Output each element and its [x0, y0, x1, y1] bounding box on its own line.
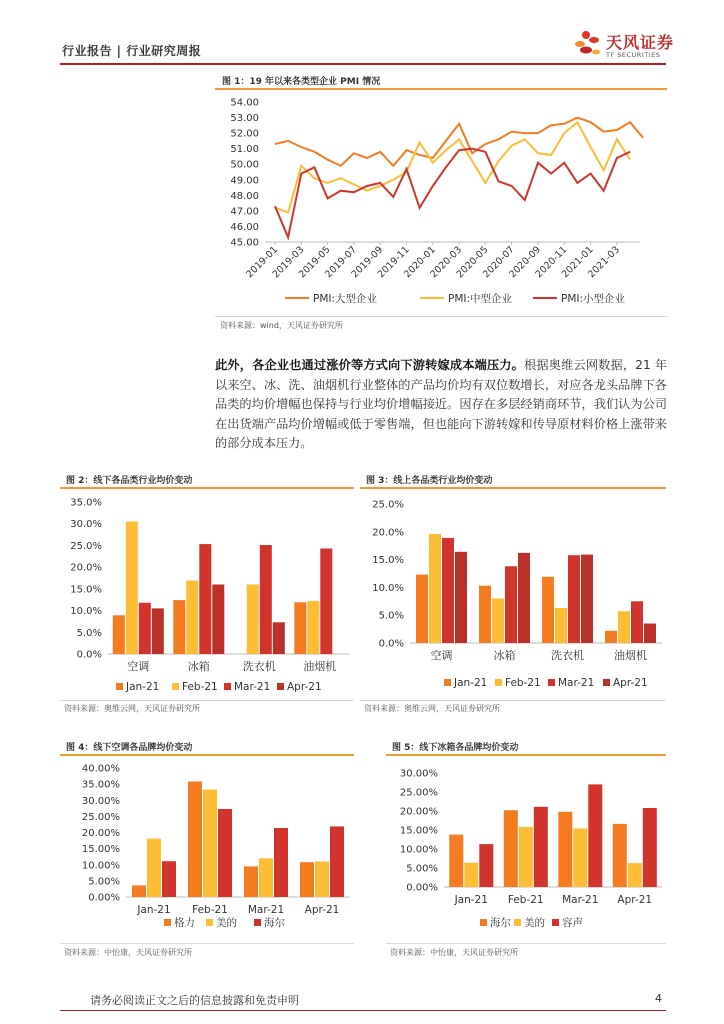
fig1-ytick-label: 51.00: [230, 144, 259, 156]
fig4-ytick-label: 35.00%: [81, 779, 120, 791]
fig2-bottom-rule: [60, 700, 354, 701]
fig2-ytick-label: 35.0%: [70, 497, 102, 509]
fig2-ytick-label: 20.0%: [70, 562, 102, 574]
fig4-bar: [259, 858, 273, 897]
fig5-title: 图 5：线下冰箱各品牌均价变动: [392, 743, 519, 753]
fig1-xtick-label: 2020-03: [428, 244, 465, 281]
fig2-bar: [113, 615, 125, 654]
fig4-ytick-label: 5.00%: [88, 876, 120, 888]
fig4-ytick-label: 25.00%: [81, 811, 120, 823]
fig2-category-label: 油烟机: [303, 660, 337, 673]
fig3-ytick-label: 15.0%: [372, 555, 404, 567]
fig5-ytick-label: 10.00%: [399, 844, 438, 856]
fig5-bar: [573, 829, 587, 888]
fig3-legend-swatch: [548, 679, 555, 686]
fig1-xtick-label: 2019-09: [349, 244, 386, 281]
fig2-ytick-label: 0.0%: [76, 649, 102, 661]
fig4-chart: [60, 757, 354, 942]
fig5-legend-label: 海尔: [490, 917, 511, 929]
fig2-bar: [212, 585, 224, 655]
fig2-bar: [186, 581, 198, 654]
fig1-ytick-label: 48.00: [230, 190, 259, 202]
fig4-bar: [188, 782, 202, 898]
fig4-ytick-label: 10.00%: [81, 860, 120, 872]
fig2-legend-label: Jan-21: [126, 681, 160, 693]
fig4-legend-swatch: [254, 919, 261, 926]
fig2-bar: [173, 600, 185, 654]
fig3-category-label: 空调: [430, 649, 453, 662]
fig3-legend-label: Feb-21: [505, 677, 541, 689]
fig3-bar: [479, 586, 491, 643]
fig5-ytick-label: 20.00%: [399, 806, 438, 818]
fig5-legend-swatch: [514, 919, 521, 926]
fig4-source: 资料来源：中怡康，天风证券研究所: [64, 948, 192, 957]
fig3-legend-swatch: [603, 679, 610, 686]
fig4-ytick-label: 40.00%: [81, 763, 120, 775]
fig5-legend-label: 容声: [562, 917, 583, 929]
fig5-bottom-rule: [386, 943, 666, 944]
fig5-bar: [558, 812, 572, 887]
fig5-bar: [464, 863, 478, 887]
fig3-category-label: 冰箱: [493, 649, 516, 662]
fig4-bar: [315, 862, 329, 898]
fig5-category-label: Jan-21: [454, 894, 488, 906]
fig3-ytick-label: 25.0%: [372, 499, 404, 511]
fig3-bar: [618, 611, 630, 643]
fig2-legend-swatch: [116, 683, 123, 690]
fig3-bar: [605, 631, 617, 643]
fig2-ytick-label: 25.0%: [70, 540, 102, 552]
fig1-ytick-label: 47.00: [230, 206, 259, 218]
fig1-ytick-label: 52.00: [230, 128, 259, 140]
fig2-title: 图 2：线下各品类行业均价变动: [66, 476, 193, 486]
fig4-legend-swatch: [206, 919, 213, 926]
fig5-ytick-label: 25.00%: [399, 787, 438, 799]
tf-securities-logo: [572, 28, 606, 62]
fig3-bar: [568, 555, 580, 643]
fig3-bar: [555, 608, 567, 643]
fig1-ytick-label: 50.00: [230, 159, 259, 171]
fig3-ytick-label: 10.0%: [372, 582, 404, 594]
fig4-ytick-label: 20.00%: [81, 828, 120, 839]
logo-name: 天风证券: [606, 33, 675, 52]
fig3-legend-label: Jan-21: [454, 677, 488, 689]
fig5-legend-swatch: [552, 919, 559, 926]
fig3-source: 资料来源：奥维云网，天风证券研究所: [364, 704, 500, 713]
fig1-source: 资料来源：wind，天风证券研究所: [220, 321, 343, 330]
fig1-xtick-label: 2020-01: [402, 244, 438, 281]
footer-disclaimer: 请务必阅读正文之后的信息披露和免责申明: [90, 994, 299, 1007]
fig2-ytick-label: 10.0%: [70, 606, 102, 618]
fig4-title: 图 4：线下空调各品牌均价变动: [66, 743, 193, 753]
fig4-category-label: Feb-21: [192, 904, 228, 916]
fig2-source: 资料来源：奥维云网，天风证券研究所: [64, 704, 200, 713]
fig4-bar: [244, 866, 258, 897]
fig1-xtick-label: 2020-09: [507, 244, 544, 281]
fig1-xtick-label: 2020-11: [533, 244, 570, 281]
fig1-ytick-label: 46.00: [230, 221, 259, 233]
fig3-chart: [360, 490, 666, 700]
fig3-category-label: 油烟机: [614, 649, 647, 662]
fig1-ytick-label: 49.00: [230, 175, 259, 187]
paragraph-rest: 根据奥维云网数据，21 年以来空、冰、洗、油烟机行业整体的产品均价均有双位数增长，对应各龙头品牌下各品类的均价增幅也保持与行业均价增幅接近。因存在多层经销商环节，我们认为公司在出货端产品均价增幅或低于零售端，但也能向下游转嫁和传导原材料价格上涨带来的部分成本压力。: [215, 358, 668, 451]
fig2-legend-label: Feb-21: [182, 681, 218, 693]
fig1-xtick-label: 2021-01: [559, 244, 596, 281]
fig5-legend-label: 美的: [524, 917, 545, 929]
fig5-bar: [519, 827, 533, 887]
fig4-bar: [132, 885, 146, 897]
fig3-bar: [631, 601, 643, 643]
fig3-legend-swatch: [495, 679, 502, 686]
fig3-bar: [518, 553, 530, 643]
fig4-legend-label: 美的: [216, 917, 237, 929]
fig4-bar: [274, 828, 288, 897]
fig3-title-rule: [360, 487, 666, 489]
fig1-ytick-label: 45.00: [230, 237, 259, 249]
fig1-xtick-label: 2019-01: [244, 244, 281, 281]
fig2-category-label: 冰箱: [187, 660, 210, 673]
fig1-chart: [215, 90, 667, 315]
fig5-bar: [588, 784, 602, 887]
logo-sub: TF SECURITIES: [606, 51, 661, 59]
fig2-bar: [247, 585, 259, 655]
fig5-ytick-label: 30.00%: [399, 768, 438, 780]
fig4-bar: [147, 839, 161, 897]
fig5-bar: [628, 863, 642, 887]
fig2-bar: [320, 549, 332, 655]
fig4-bar: [218, 809, 232, 897]
fig3-ytick-label: 5.0%: [378, 610, 404, 622]
fig5-ytick-label: 0.00%: [406, 882, 438, 894]
fig1-ytick-label: 54.00: [230, 97, 259, 109]
header-divider: [60, 63, 666, 65]
fig4-bar: [330, 826, 344, 897]
fig1-ytick-label: 53.00: [230, 113, 259, 125]
fig1-xtick-label: 2019-07: [323, 244, 360, 281]
fig1-series-line-2: [275, 149, 630, 238]
fig4-category-label: Mar-21: [247, 904, 285, 916]
fig2-category-label: 洗衣机: [242, 660, 276, 673]
fig2-category-label: 空调: [127, 660, 150, 673]
fig4-bar: [300, 862, 314, 897]
fig4-category-label: Apr-21: [304, 904, 340, 916]
fig3-bar: [429, 534, 441, 643]
fig4-bar: [162, 861, 176, 897]
fig4-ytick-label: 0.00%: [88, 892, 120, 904]
fig5-bar: [534, 807, 548, 887]
fig5-bar: [449, 835, 463, 887]
page-number: 4: [655, 992, 662, 1005]
fig4-bar: [203, 790, 217, 897]
fig3-bar: [492, 599, 504, 644]
fig4-legend-swatch: [164, 919, 171, 926]
fig4-legend-label: 海尔: [264, 917, 285, 929]
fig3-legend-swatch: [444, 679, 451, 686]
fig5-bar: [504, 810, 518, 887]
fig2-legend-swatch: [277, 683, 284, 690]
fig1-xtick-label: 2020-05: [454, 244, 491, 281]
fig1-xtick-label: 2019-03: [270, 244, 307, 281]
fig3-title: 图 3：线上各品类行业均价变动: [366, 476, 493, 486]
fig2-legend-swatch: [224, 683, 231, 690]
fig2-bar: [294, 602, 306, 654]
fig5-category-label: Apr-21: [617, 894, 653, 906]
fig1-legend-label: PMI:小型企业: [561, 293, 626, 305]
fig2-legend-label: Apr-21: [287, 681, 322, 693]
fig2-legend-swatch: [172, 683, 179, 690]
fig5-ytick-label: 15.00%: [399, 825, 438, 837]
fig5-bar: [479, 844, 493, 887]
fig1-xtick-label: 2019-11: [375, 244, 412, 281]
fig3-category-label: 洗衣机: [551, 649, 584, 662]
fig2-title-rule: [60, 487, 354, 489]
fig2-bar: [139, 603, 151, 654]
fig3-bar: [442, 538, 454, 643]
fig5-chart: [386, 757, 666, 942]
fig1-title: 图 1：19 年以来各类型企业 PMI 情况: [222, 77, 381, 87]
footer-divider: [60, 1010, 666, 1011]
fig1-xtick-label: 2021-03: [586, 244, 622, 281]
fig3-legend-label: Mar-21: [558, 677, 595, 689]
fig4-ytick-label: 15.00%: [81, 844, 120, 856]
fig5-ytick-label: 5.00%: [406, 863, 438, 875]
fig3-bar: [542, 577, 554, 643]
fig5-source: 资料来源：中怡康，天风证券研究所: [390, 948, 518, 957]
fig5-legend-swatch: [480, 919, 487, 926]
fig2-ytick-label: 15.0%: [70, 584, 102, 596]
fig3-bar: [581, 555, 593, 643]
fig3-ytick-label: 20.0%: [372, 527, 404, 539]
fig4-category-label: Jan-21: [137, 904, 171, 916]
paragraph-lead: 此外，各企业也通过涨价等方式向下游转嫁成本端压力。: [215, 358, 525, 372]
fig5-bar: [613, 824, 627, 887]
fig2-bar: [126, 522, 138, 655]
fig3-bottom-rule: [360, 700, 666, 701]
fig4-ytick-label: 30.00%: [81, 795, 120, 807]
fig2-chart: [60, 490, 354, 700]
fig2-bar: [260, 545, 272, 654]
fig4-bottom-rule: [60, 943, 354, 944]
fig5-bar: [643, 808, 657, 887]
fig1-legend-label: PMI:大型企业: [313, 293, 378, 305]
fig1-legend-label: PMI:中型企业: [448, 293, 513, 305]
fig5-title-rule: [386, 754, 666, 756]
fig3-bar: [505, 566, 517, 643]
fig2-legend-label: Mar-21: [234, 681, 271, 693]
fig2-bar: [199, 544, 211, 654]
body-paragraph: [215, 356, 667, 454]
fig2-bar: [307, 601, 319, 654]
fig1-xtick-label: 2020-07: [480, 244, 517, 281]
fig2-bar: [152, 608, 164, 654]
fig3-ytick-label: 0.0%: [378, 638, 404, 650]
fig5-category-label: Feb-21: [507, 894, 544, 906]
fig3-bar: [416, 575, 428, 643]
fig2-bar: [273, 622, 285, 654]
fig3-legend-label: Apr-21: [613, 677, 648, 689]
fig2-ytick-label: 5.0%: [76, 627, 102, 639]
fig5-category-label: Mar-21: [562, 894, 599, 906]
fig4-legend-label: 格力: [174, 917, 195, 929]
report-header: 行业报告 | 行业研究周报: [62, 44, 202, 58]
fig4-title-rule: [60, 754, 354, 756]
fig2-ytick-label: 30.0%: [70, 519, 102, 531]
fig1-bottom-rule: [215, 316, 667, 317]
fig3-bar: [644, 624, 656, 644]
fig1-xtick-label: 2019-05: [296, 244, 333, 281]
fig3-bar: [455, 552, 467, 643]
